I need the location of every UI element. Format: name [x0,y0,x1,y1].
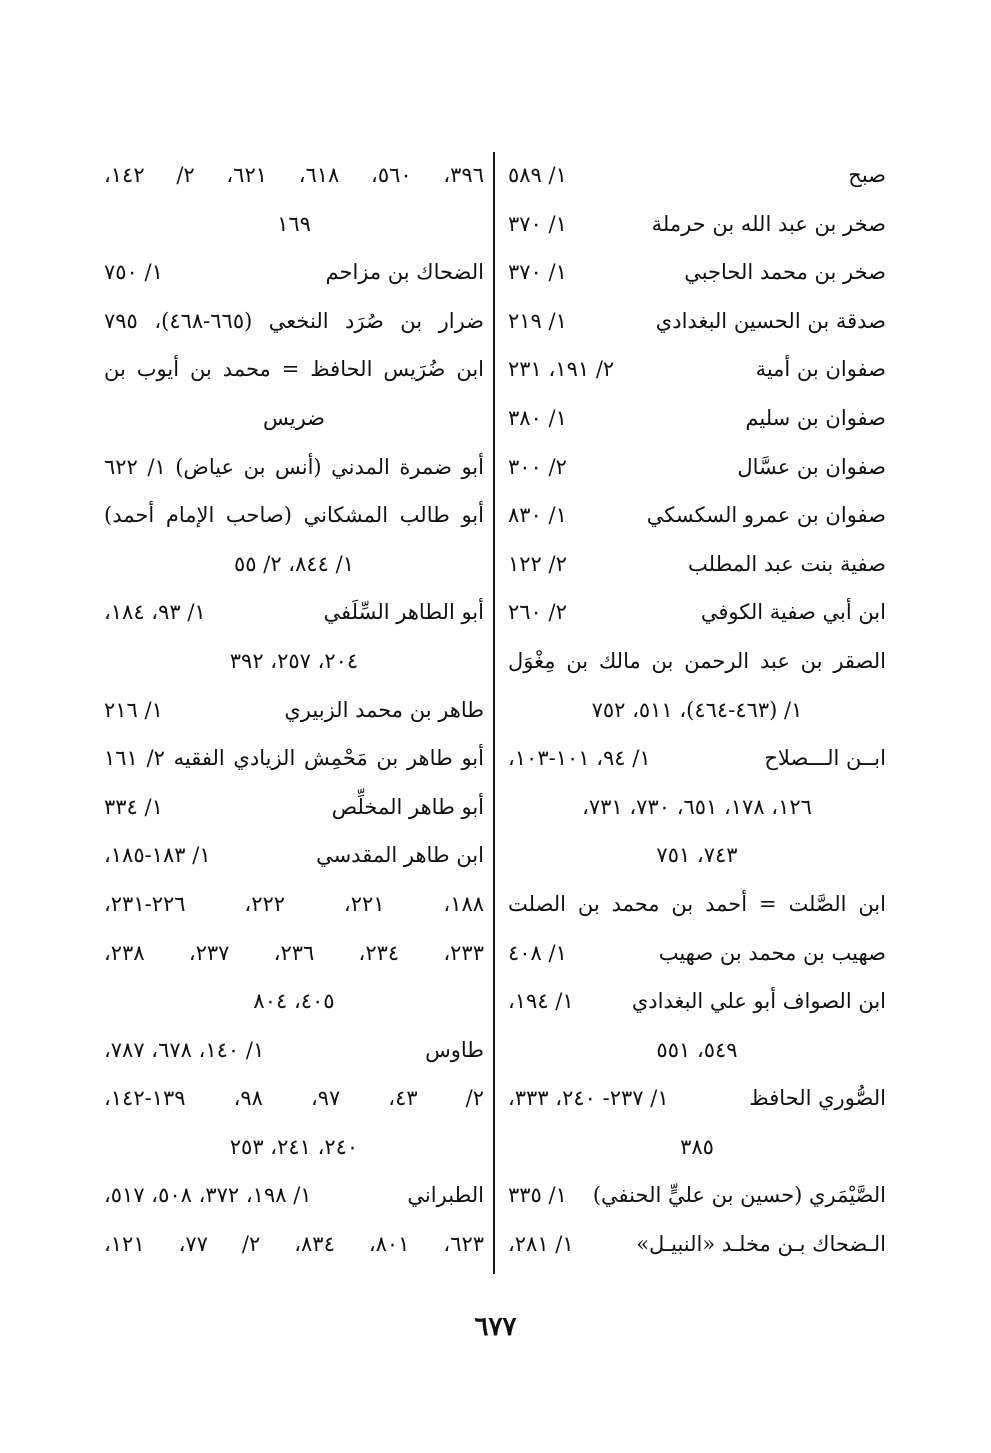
index-entry [104,588,484,637]
entry-reference: ١/ ١٤٠، ٦٧٨، ٧٨٧، [104,1037,265,1062]
entry-name: صخر بن عبد الله بن حرملة [651,211,886,236]
entry-name: الـضحاك بـن مخلـد «النبيـل» [636,1232,886,1257]
index-entry [104,686,484,735]
index-entry [104,297,484,346]
index-entry [508,443,886,492]
entry-text: ١٨٨، ٢٢١، ٢٢٢، ٢٢٦-٢٣١، [104,891,484,916]
entry-reference: ١/ ٣٣٤ [104,794,163,819]
index-entry [508,345,886,394]
index-entry [104,831,484,880]
entry-name: ابن الصواف أبو علي البغدادي [631,989,886,1014]
index-entry [508,734,886,783]
entry-text: ٢٤٠، ٢٤١، ٢٥٣ [229,1134,359,1159]
index-entry [508,151,886,200]
entry-name: أبو الطاهر السِّلَفي [323,600,484,625]
index-entry [508,929,886,978]
entry-text: ٧٤٣، ٧٥١ [656,843,738,868]
entry-name: صدقة بن الحسين البغدادي [655,308,886,333]
entry-reference: ١/ ٣٧٠ [508,260,567,285]
entry-reference: ١/ ٣٣٥ [508,1183,567,1208]
index-entry [508,1220,886,1269]
index-entry-continuation [104,1123,484,1172]
entry-name: صبح [848,163,886,187]
entry-reference: ١/ ٢٣٧- ٢٤٠، ٣٣٣، [508,1086,669,1111]
column-divider [493,152,495,1274]
index-entry [508,588,886,637]
index-entry-continuation [508,1123,886,1172]
entry-name: صفوان بن عمرو السكسكي [646,503,886,528]
index-entry-continuation [104,977,484,1026]
index-entry-continuation [104,151,484,200]
entry-reference: ٢/ ٣٠٠ [508,454,567,479]
index-entry [508,394,886,443]
entry-text: ٣٨٥ [680,1134,714,1159]
entry-reference: ١/ ٤٠٨ [508,940,567,965]
entry-reference: ٢/ ١٢٢ [508,551,567,576]
index-entry-continuation [508,831,886,880]
index-entry [508,297,886,346]
entry-reference: ١/ ١٩٨، ٣٧٢، ٥٠٨، ٥١٧، [104,1183,312,1208]
index-entry [104,783,484,832]
entry-text: ٣٩٦، ٥٦٠، ٦١٨، ٦٢١، ٢/ ١٤٢، [104,163,484,187]
index-entry-continuation [508,783,886,832]
index-entry [104,1171,484,1220]
entry-text: أبو طاهر بن مَحْمِش الزيادي الفقيه ٢/ ١٦١ [104,746,484,771]
index-entry-continuation [104,540,484,589]
entry-name: صفوان بن أمية [755,357,886,382]
entry-text: ضرار بن صُرَد النخعي (٦٦٥-٤٦٨)، ٧٩٥ [104,308,484,333]
index-entry [508,1171,886,1220]
entry-text: ابن ضُرَيس الحافظ = محمد بن أيوب بن [104,357,484,382]
entry-name: طاوس [425,1037,484,1062]
entry-text: ٤٠٥، ٨٠٤ [253,989,335,1014]
entry-text: ١٢٦، ١٧٨، ٦٥١، ٧٣٠، ٧٣١، [582,794,812,819]
entry-name: ابن أبي صفية الكوفي [700,600,886,625]
entry-text: ٢٣٣، ٢٣٤، ٢٣٦، ٢٣٧، ٢٣٨، [104,940,484,965]
entry-name: الضحاك بن مزاحم [325,260,484,285]
entry-text: ١/ (٤٦٣-٤٦٤)، ٥١١، ٧٥٢ [591,697,803,722]
index-entry [104,443,484,492]
index-entry-continuation [104,200,484,249]
entry-reference: ١/ ٩٣، ١٨٤، [104,600,206,625]
index-entry [508,637,886,686]
left-column [104,151,484,1269]
entry-text: أبو ضمرة المدني (أنس بن عياض) ١/ ٦٢٢ [104,454,484,479]
entry-reference: ١/ ٢١٦ [104,697,163,722]
entry-name: ابــن الـــصلاح [764,746,886,771]
entry-reference: ١/ ٩٤، ١٠١-١٠٣، [508,746,651,771]
entry-name: الطبراني [407,1183,484,1208]
index-entry [508,491,886,540]
entry-name: صفوان بن سليم [745,405,886,430]
entry-reference: ١/ ١٩٤، [508,989,574,1014]
entry-text: ٢/ ٤٣، ٩٧، ٩٨، ١٣٩-١٤٢، [104,1086,484,1111]
entry-name: صفوان بن عسَّال [737,454,886,479]
entry-text: أبو طالب المشكاني (صاحب الإمام أحمد) [104,503,484,528]
index-entry [508,200,886,249]
entry-name: طاهر بن محمد الزبيري [284,697,484,722]
index-entry [104,345,484,394]
right-column [508,151,886,1269]
index-entry-continuation [104,1074,484,1123]
entry-name: صخر بن محمد الحاجبي [684,260,886,285]
index-entry [104,1026,484,1075]
entry-text: ٢٠٤، ٢٥٧، ٣٩٢ [229,648,359,673]
entry-text: الصقر بن عبد الرحمن بن مالك بن مِغْوَل [508,648,886,673]
entry-reference: ٢/ ٢٦٠ [508,600,567,625]
entry-text: ٦٢٣، ٨٠١، ٨٣٤، ٢/ ٧٧، ١٢١، [104,1232,484,1257]
entry-reference: ١/ ١٨٣-١٨٥، [104,843,211,868]
entry-name: ابن طاهر المقدسي [316,843,484,868]
index-entry-continuation [104,880,484,929]
entry-name: الصُّوري الحافظ [749,1086,886,1111]
index-entry [104,734,484,783]
index-entry-continuation [508,686,886,735]
index-entry-continuation [104,394,484,443]
index-entry-continuation [104,1220,484,1269]
index-entry-continuation [104,637,484,686]
index-entry [508,1074,886,1123]
entry-text: ضريس [262,405,326,430]
entry-text: ١/ ٨٤٤، ٢/ ٥٥ [234,551,354,576]
page-number: ٦٧٧ [474,1312,517,1342]
index-entry [508,248,886,297]
index-entry [508,540,886,589]
index-entry [104,491,484,540]
entry-reference: ١/ ٢٨١، [508,1232,574,1257]
entry-reference: ١/ ٣٨٠ [508,405,567,430]
entry-reference: ١/ ٣٧٠ [508,211,567,236]
entry-reference: ١/ ٢١٩ [508,308,567,333]
index-entry-continuation [508,1026,886,1075]
entry-text: ٥٤٩، ٥٥١ [656,1037,738,1062]
entry-name: صهيب بن محمد بن صهيب [658,940,886,965]
index-entry [104,248,484,297]
entry-name: أبو طاهر المخلِّص [331,794,484,819]
entry-name: الصَّيْمَري (حسين بن عليٍّ الحنفي) [592,1183,886,1208]
index-entry-continuation [104,929,484,978]
entry-reference: ١/ ٧٥٠ [104,260,163,285]
entry-reference: ١/ ٨٣٠ [508,503,567,528]
entry-reference: ٢/ ١٩١، ٢٣١ [508,357,615,382]
entry-reference: ١/ ٥٨٩ [508,163,567,187]
index-entry [508,977,886,1026]
entry-name: صفية بنت عبد المطلب [688,551,886,576]
index-entry [508,880,886,929]
entry-text: ابن الصَّلت = أحمد بن محمد بن الصلت [508,891,886,916]
entry-text: ١٦٩ [277,211,311,236]
